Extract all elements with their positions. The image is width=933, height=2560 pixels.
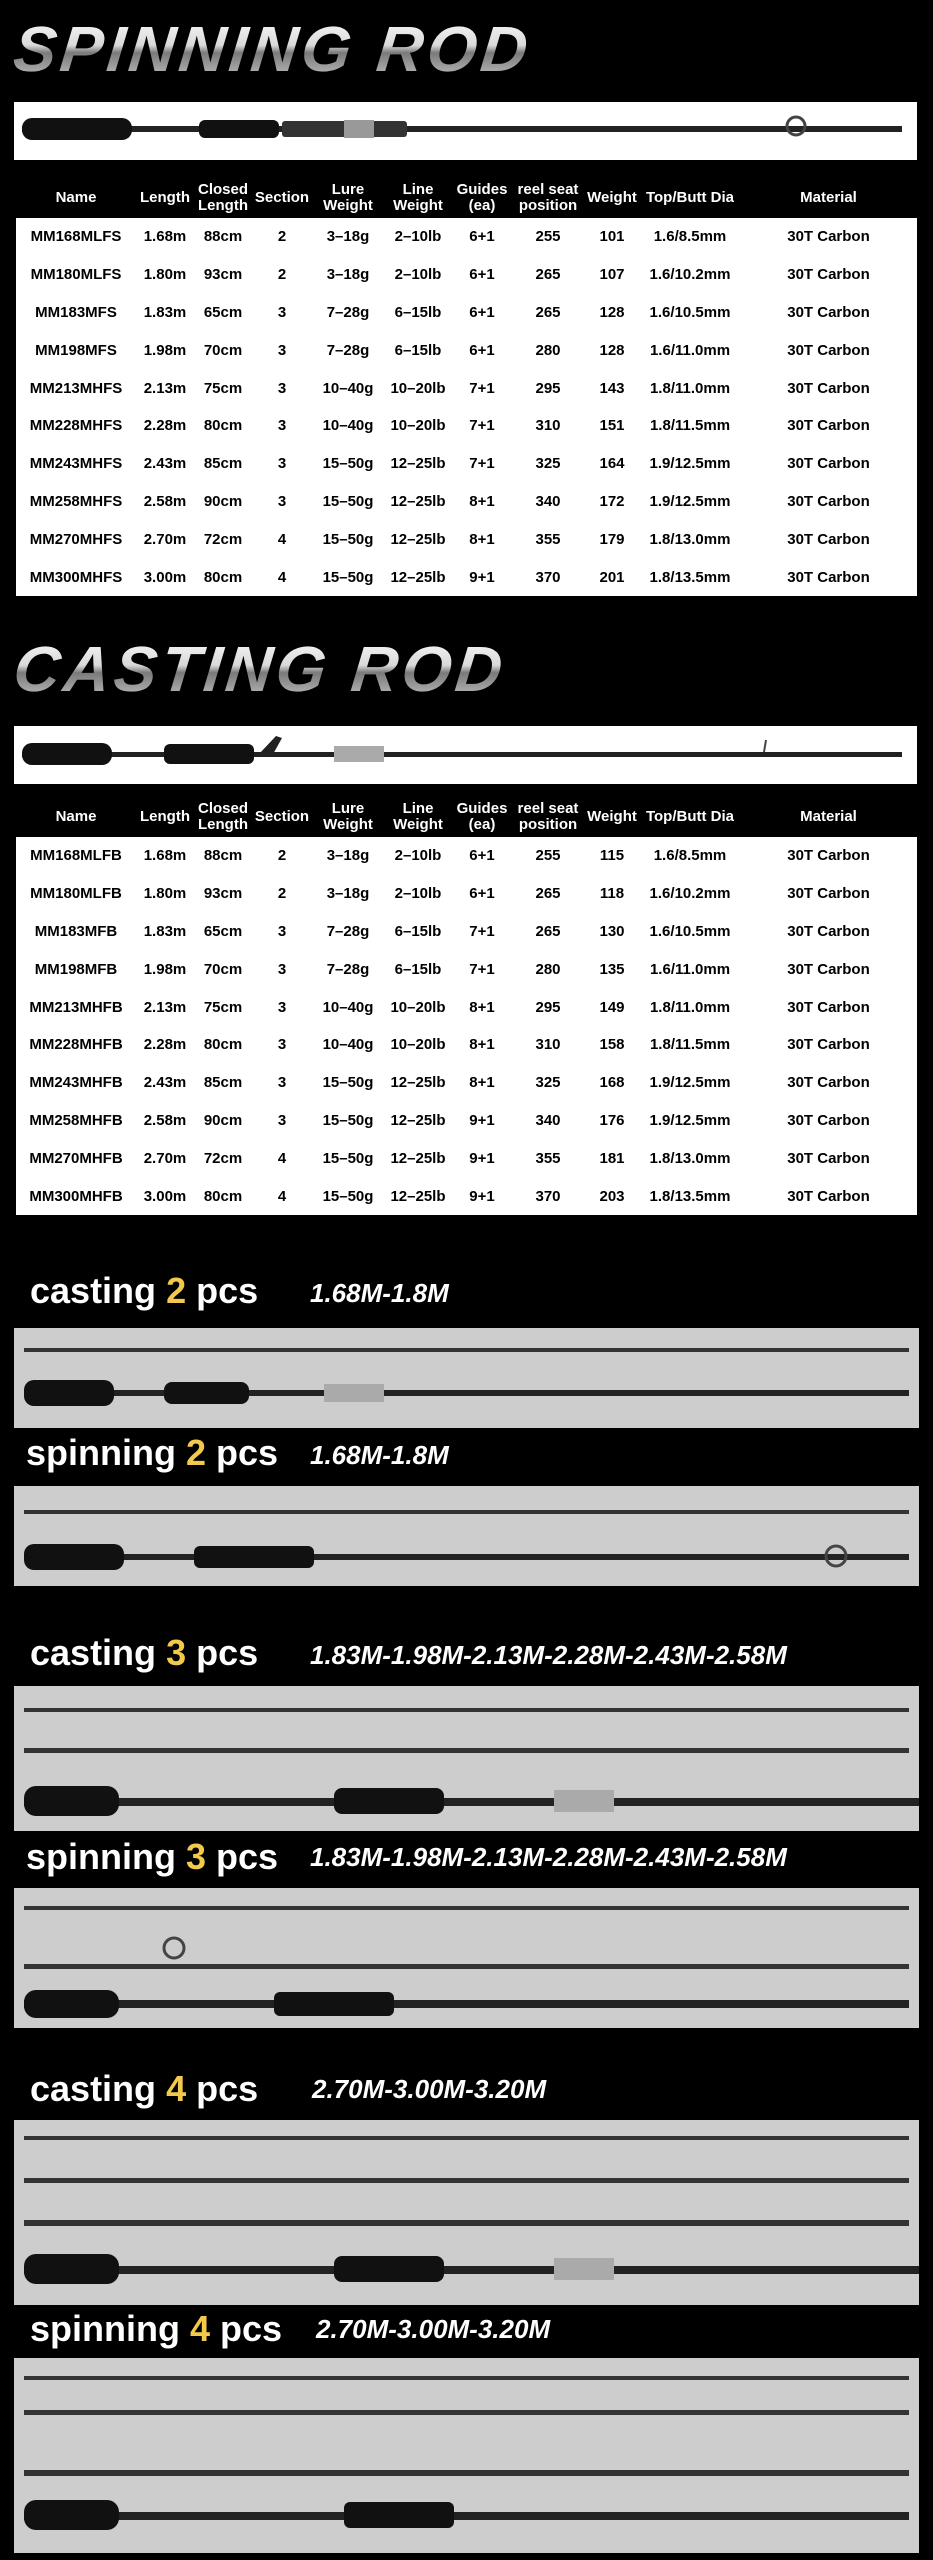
table-cell: 2 <box>252 837 312 875</box>
table-row <box>16 913 917 951</box>
table-cell: 85cm <box>194 445 252 483</box>
spinning-2pcs-image <box>14 1486 919 1586</box>
table-cell: 130 <box>584 913 640 951</box>
table-cell: 128 <box>584 331 640 369</box>
table-cell: MM183MFS <box>16 294 136 332</box>
table-cell: 118 <box>584 875 640 913</box>
table-cell: MM180MLFB <box>16 875 136 913</box>
table-cell: 15–50g <box>312 1102 384 1140</box>
table-cell: 30T Carbon <box>740 369 917 407</box>
table-cell: 158 <box>584 1026 640 1064</box>
table-cell: 15–50g <box>312 1139 384 1177</box>
table-cell: 88cm <box>194 218 252 256</box>
spinning-title: SPINNING ROD <box>10 13 536 85</box>
table-cell: 172 <box>584 483 640 521</box>
casting-header-cell: Lure Weight <box>323 800 373 833</box>
table-cell: 3–18g <box>312 256 384 294</box>
section-sizes-spinning-3: 1.83M-1.98M-2.13M-2.28M-2.43M-2.58M <box>310 1842 787 1872</box>
table-cell: MM183MFB <box>16 913 136 951</box>
table-cell: 2.70m <box>136 520 194 558</box>
table-cell: 2–10lb <box>384 218 452 256</box>
table-cell: MM168MLFB <box>16 837 136 875</box>
table-cell: 2.70m <box>136 1139 194 1177</box>
table-cell: MM300MHFB <box>16 1177 136 1215</box>
table-cell: MM198MFB <box>16 950 136 988</box>
table-cell: MM270MHFB <box>16 1139 136 1177</box>
table-cell: MM243MHFB <box>16 1064 136 1102</box>
table-cell: 7+1 <box>452 445 512 483</box>
table-row <box>16 294 917 332</box>
casting-header-cell: Closed Length <box>197 800 248 833</box>
casting-header-cell: Top/Butt Dia <box>645 808 735 825</box>
casting-header-cell: Line Weight <box>393 800 443 833</box>
table-cell: 1.6/8.5mm <box>640 837 740 875</box>
table-cell: 3 <box>252 988 312 1026</box>
table-cell: 3 <box>252 407 312 445</box>
table-cell: 340 <box>512 483 584 521</box>
table-cell: 310 <box>512 1026 584 1064</box>
table-cell: 80cm <box>194 1026 252 1064</box>
table-row <box>16 1026 917 1064</box>
casting-4pcs-image <box>14 2120 919 2305</box>
table-cell: 2.58m <box>136 483 194 521</box>
table-cell: 30T Carbon <box>740 331 917 369</box>
casting-table-body <box>16 837 917 1215</box>
casting-rod-image <box>14 726 917 784</box>
section-sizes-spinning-4: 2.70M-3.00M-3.20M <box>316 2314 551 2344</box>
table-cell: 168 <box>584 1064 640 1102</box>
table-cell: 30T Carbon <box>740 1177 917 1215</box>
spinning-rod-image <box>14 102 917 160</box>
table-cell: 1.8/13.5mm <box>640 1177 740 1215</box>
table-cell: 1.8/13.0mm <box>640 1139 740 1177</box>
table-cell: 265 <box>512 294 584 332</box>
table-cell: 90cm <box>194 1102 252 1140</box>
table-cell: 176 <box>584 1102 640 1140</box>
table-cell: 3.00m <box>136 558 194 596</box>
spinning-header-cell: Line Weight <box>393 181 443 214</box>
table-cell: 149 <box>584 988 640 1026</box>
table-cell: 15–50g <box>312 445 384 483</box>
spinning-header-cell: Closed Length <box>197 181 248 214</box>
table-row <box>16 837 917 875</box>
table-cell: 1.6/11.0mm <box>640 950 740 988</box>
table-cell: 12–25lb <box>384 1177 452 1215</box>
section-label-spinning-2: spinning 2 pcs <box>26 1432 279 1473</box>
table-cell: 12–25lb <box>384 1139 452 1177</box>
table-cell: 30T Carbon <box>740 520 917 558</box>
table-cell: 30T Carbon <box>740 294 917 332</box>
table-cell: 1.6/8.5mm <box>640 218 740 256</box>
table-cell: 1.83m <box>136 294 194 332</box>
table-cell: MM228MHFB <box>16 1026 136 1064</box>
casting-header-cell: Length <box>140 808 190 825</box>
spinning-table-header <box>16 178 917 218</box>
table-cell: 15–50g <box>312 520 384 558</box>
table-row <box>16 1177 917 1215</box>
table-cell: 6+1 <box>452 294 512 332</box>
table-cell: 280 <box>512 331 584 369</box>
table-cell: 93cm <box>194 875 252 913</box>
table-row <box>16 218 917 256</box>
table-cell: 10–40g <box>312 407 384 445</box>
table-cell: MM258MHFS <box>16 483 136 521</box>
table-cell: 7–28g <box>312 913 384 951</box>
table-cell: 30T Carbon <box>740 875 917 913</box>
table-cell: 9+1 <box>452 1102 512 1140</box>
table-cell: 265 <box>512 256 584 294</box>
table-cell: 10–40g <box>312 369 384 407</box>
table-cell: 9+1 <box>452 1177 512 1215</box>
table-cell: 1.98m <box>136 950 194 988</box>
table-cell: 3 <box>252 369 312 407</box>
table-cell: 12–25lb <box>384 1102 452 1140</box>
table-cell: 30T Carbon <box>740 483 917 521</box>
table-cell: 1.8/11.5mm <box>640 1026 740 1064</box>
table-cell: 12–25lb <box>384 1064 452 1102</box>
table-cell: 1.80m <box>136 875 194 913</box>
table-cell: 1.8/11.5mm <box>640 407 740 445</box>
table-cell: 1.9/12.5mm <box>640 1102 740 1140</box>
spinning-4pcs-image <box>14 2358 919 2553</box>
table-cell: MM270MHFS <box>16 520 136 558</box>
table-cell: 201 <box>584 558 640 596</box>
table-cell: 1.6/10.5mm <box>640 913 740 951</box>
section-label-casting-2: casting 2 pcs <box>30 1270 259 1311</box>
table-cell: 30T Carbon <box>740 256 917 294</box>
casting-header-cell: reel seat position <box>517 800 579 833</box>
table-cell: 85cm <box>194 1064 252 1102</box>
table-cell: 12–25lb <box>384 483 452 521</box>
table-cell: 10–20lb <box>384 1026 452 1064</box>
table-cell: 1.83m <box>136 913 194 951</box>
table-cell: MM228MHFS <box>16 407 136 445</box>
table-cell: 8+1 <box>452 1064 512 1102</box>
table-cell: 3 <box>252 913 312 951</box>
table-cell: 1.8/11.0mm <box>640 369 740 407</box>
table-cell: 3 <box>252 950 312 988</box>
table-row <box>16 256 917 294</box>
table-cell: 70cm <box>194 950 252 988</box>
table-cell: 265 <box>512 875 584 913</box>
table-cell: 3–18g <box>312 218 384 256</box>
casting-header-cell: Section <box>254 808 310 825</box>
table-cell: 370 <box>512 1177 584 1215</box>
table-cell: 6–15lb <box>384 950 452 988</box>
table-cell: 65cm <box>194 913 252 951</box>
casting-2pcs-rods-icon <box>14 1328 919 1428</box>
table-cell: 30T Carbon <box>740 445 917 483</box>
casting-3pcs-rods-icon <box>14 1686 919 1831</box>
spinning-spec-table <box>16 178 917 596</box>
spinning-header-cell: Section <box>254 189 310 206</box>
table-cell: 135 <box>584 950 640 988</box>
table-cell: 181 <box>584 1139 640 1177</box>
table-cell: 325 <box>512 445 584 483</box>
spinning-4pcs-rods-icon <box>14 2358 919 2553</box>
table-cell: 3 <box>252 483 312 521</box>
table-cell: 15–50g <box>312 1064 384 1102</box>
table-cell: 1.8/11.0mm <box>640 988 740 1026</box>
table-cell: 6+1 <box>452 256 512 294</box>
table-cell: 340 <box>512 1102 584 1140</box>
table-cell: 80cm <box>194 558 252 596</box>
table-cell: 128 <box>584 294 640 332</box>
section-sizes-casting-4: 2.70M-3.00M-3.20M <box>312 2074 547 2104</box>
table-cell: 370 <box>512 558 584 596</box>
table-row <box>16 331 917 369</box>
spinning-3pcs-rods-icon <box>14 1888 919 2028</box>
table-row <box>16 445 917 483</box>
table-cell: 8+1 <box>452 520 512 558</box>
table-cell: 107 <box>584 256 640 294</box>
section-label-casting-3: casting 3 pcs <box>30 1632 259 1673</box>
table-cell: 15–50g <box>312 483 384 521</box>
table-cell: 3–18g <box>312 837 384 875</box>
spinning-header-cell: Top/Butt Dia <box>645 189 735 206</box>
table-cell: 1.9/12.5mm <box>640 483 740 521</box>
table-row <box>16 483 917 521</box>
table-cell: 2.13m <box>136 369 194 407</box>
table-cell: MM198MFS <box>16 331 136 369</box>
table-cell: MM300MHFS <box>16 558 136 596</box>
table-cell: 2 <box>252 256 312 294</box>
table-row <box>16 407 917 445</box>
table-cell: 255 <box>512 837 584 875</box>
table-cell: 2–10lb <box>384 256 452 294</box>
table-cell: 2–10lb <box>384 875 452 913</box>
table-cell: 15–50g <box>312 558 384 596</box>
table-row <box>16 875 917 913</box>
table-cell: 80cm <box>194 1177 252 1215</box>
spinning-header-cell: Length <box>140 189 190 206</box>
section-label-spinning-3: spinning 3 pcs <box>26 1836 279 1877</box>
table-cell: 80cm <box>194 407 252 445</box>
table-cell: 75cm <box>194 369 252 407</box>
spinning-3pcs-image <box>14 1888 919 2028</box>
table-cell: 6–15lb <box>384 913 452 951</box>
table-cell: 4 <box>252 520 312 558</box>
table-cell: 4 <box>252 1177 312 1215</box>
spinning-rod-icon <box>14 102 917 160</box>
spinning-2pcs-rods-icon <box>14 1486 919 1586</box>
table-cell: 1.68m <box>136 837 194 875</box>
table-cell: 10–40g <box>312 988 384 1026</box>
table-cell: 7–28g <box>312 294 384 332</box>
table-cell: 9+1 <box>452 558 512 596</box>
table-cell: 3 <box>252 445 312 483</box>
table-cell: 2.28m <box>136 1026 194 1064</box>
table-cell: 280 <box>512 950 584 988</box>
table-cell: 1.9/12.5mm <box>640 445 740 483</box>
table-cell: 3 <box>252 331 312 369</box>
table-cell: MM258MHFB <box>16 1102 136 1140</box>
section-label-casting-4: casting 4 pcs <box>30 2068 259 2109</box>
table-cell: 3 <box>252 1026 312 1064</box>
table-cell: 203 <box>584 1177 640 1215</box>
table-row <box>16 1102 917 1140</box>
table-cell: 2–10lb <box>384 837 452 875</box>
table-cell: 3 <box>252 1064 312 1102</box>
section-sizes-spinning-2: 1.68M-1.8M <box>310 1440 449 1470</box>
table-cell: 30T Carbon <box>740 558 917 596</box>
casting-header-cell: Guides (ea) <box>456 800 508 833</box>
table-cell: 15–50g <box>312 1177 384 1215</box>
table-cell: 1.9/12.5mm <box>640 1064 740 1102</box>
spinning-header-cell: reel seat position <box>517 181 579 214</box>
table-cell: 2.28m <box>136 407 194 445</box>
casting-3pcs-image <box>14 1686 919 1831</box>
table-cell: 164 <box>584 445 640 483</box>
table-cell: 4 <box>252 558 312 596</box>
table-cell: 8+1 <box>452 1026 512 1064</box>
table-row <box>16 1139 917 1177</box>
table-cell: 70cm <box>194 331 252 369</box>
table-cell: 72cm <box>194 1139 252 1177</box>
table-row <box>16 1064 917 1102</box>
spinning-header-cell: Guides (ea) <box>456 181 508 214</box>
table-cell: 30T Carbon <box>740 913 917 951</box>
table-cell: 6+1 <box>452 218 512 256</box>
table-cell: 12–25lb <box>384 520 452 558</box>
spinning-table-body <box>16 218 917 596</box>
casting-header-cell: Weight <box>587 808 637 825</box>
table-cell: 355 <box>512 520 584 558</box>
table-cell: 10–20lb <box>384 988 452 1026</box>
table-cell: 2.43m <box>136 445 194 483</box>
table-cell: 30T Carbon <box>740 988 917 1026</box>
table-cell: 30T Carbon <box>740 950 917 988</box>
table-cell: 6+1 <box>452 331 512 369</box>
table-row <box>16 369 917 407</box>
table-cell: 93cm <box>194 256 252 294</box>
table-cell: 310 <box>512 407 584 445</box>
table-cell: 88cm <box>194 837 252 875</box>
table-cell: 30T Carbon <box>740 407 917 445</box>
casting-2pcs-image <box>14 1328 919 1428</box>
casting-header-cell: Name <box>55 808 97 825</box>
table-cell: 2.58m <box>136 1102 194 1140</box>
table-cell: 8+1 <box>452 483 512 521</box>
table-cell: 9+1 <box>452 1139 512 1177</box>
table-cell: 30T Carbon <box>740 1026 917 1064</box>
casting-table-header <box>16 797 917 837</box>
table-cell: 7+1 <box>452 913 512 951</box>
section-sizes-casting-2: 1.68M-1.8M <box>310 1278 449 1308</box>
table-cell: 30T Carbon <box>740 837 917 875</box>
table-cell: 75cm <box>194 988 252 1026</box>
table-row <box>16 950 917 988</box>
table-cell: 2.43m <box>136 1064 194 1102</box>
casting-rod-icon <box>14 726 917 784</box>
table-cell: 2 <box>252 875 312 913</box>
table-cell: 12–25lb <box>384 558 452 596</box>
table-cell: 1.6/10.2mm <box>640 875 740 913</box>
section-label-spinning-4: spinning 4 pcs <box>30 2308 283 2349</box>
table-cell: 6–15lb <box>384 331 452 369</box>
table-cell: 295 <box>512 369 584 407</box>
table-cell: 10–20lb <box>384 369 452 407</box>
table-cell: 7–28g <box>312 331 384 369</box>
casting-spec-table <box>16 797 917 1215</box>
casting-title: CASTING ROD <box>10 633 510 705</box>
table-cell: 6+1 <box>452 837 512 875</box>
table-cell: 151 <box>584 407 640 445</box>
table-cell: 7+1 <box>452 369 512 407</box>
table-cell: 10–40g <box>312 1026 384 1064</box>
spinning-header-cell: Material <box>800 189 857 206</box>
table-cell: 101 <box>584 218 640 256</box>
table-cell: 30T Carbon <box>740 1102 917 1140</box>
table-cell: 10–20lb <box>384 407 452 445</box>
table-cell: 255 <box>512 218 584 256</box>
table-cell: 3.00m <box>136 1177 194 1215</box>
table-cell: 295 <box>512 988 584 1026</box>
table-cell: 2 <box>252 218 312 256</box>
table-cell: 3 <box>252 294 312 332</box>
table-cell: 1.8/13.0mm <box>640 520 740 558</box>
table-cell: 1.8/13.5mm <box>640 558 740 596</box>
spinning-header-cell: Weight <box>587 189 637 206</box>
table-cell: 1.80m <box>136 256 194 294</box>
table-cell: MM213MHFS <box>16 369 136 407</box>
table-row <box>16 558 917 596</box>
table-cell: 3–18g <box>312 875 384 913</box>
table-cell: 7+1 <box>452 407 512 445</box>
table-cell: 355 <box>512 1139 584 1177</box>
table-cell: 1.6/11.0mm <box>640 331 740 369</box>
table-row <box>16 520 917 558</box>
table-cell: 65cm <box>194 294 252 332</box>
table-cell: MM180MLFS <box>16 256 136 294</box>
table-cell: 12–25lb <box>384 445 452 483</box>
table-cell: 1.68m <box>136 218 194 256</box>
table-cell: 3 <box>252 1102 312 1140</box>
table-cell: 8+1 <box>452 988 512 1026</box>
table-cell: 72cm <box>194 520 252 558</box>
table-cell: 30T Carbon <box>740 1139 917 1177</box>
table-cell: 265 <box>512 913 584 951</box>
table-cell: 6+1 <box>452 875 512 913</box>
table-cell: 115 <box>584 837 640 875</box>
table-cell: 2.13m <box>136 988 194 1026</box>
spinning-header-cell: Lure Weight <box>323 181 373 214</box>
table-cell: 1.98m <box>136 331 194 369</box>
table-row <box>16 988 917 1026</box>
table-cell: 30T Carbon <box>740 218 917 256</box>
table-cell: 4 <box>252 1139 312 1177</box>
table-cell: 6–15lb <box>384 294 452 332</box>
table-cell: 30T Carbon <box>740 1064 917 1102</box>
table-cell: 7+1 <box>452 950 512 988</box>
casting-4pcs-rods-icon <box>14 2120 919 2305</box>
table-cell: MM168MLFS <box>16 218 136 256</box>
table-cell: 90cm <box>194 483 252 521</box>
table-cell: 1.6/10.5mm <box>640 294 740 332</box>
table-cell: 179 <box>584 520 640 558</box>
table-cell: 1.6/10.2mm <box>640 256 740 294</box>
spinning-header-cell: Name <box>55 189 97 206</box>
table-cell: 325 <box>512 1064 584 1102</box>
table-cell: 7–28g <box>312 950 384 988</box>
section-sizes-casting-3: 1.83M-1.98M-2.13M-2.28M-2.43M-2.58M <box>310 1640 787 1670</box>
table-cell: 143 <box>584 369 640 407</box>
casting-header-cell: Material <box>800 808 857 825</box>
table-cell: MM243MHFS <box>16 445 136 483</box>
table-cell: MM213MHFB <box>16 988 136 1026</box>
